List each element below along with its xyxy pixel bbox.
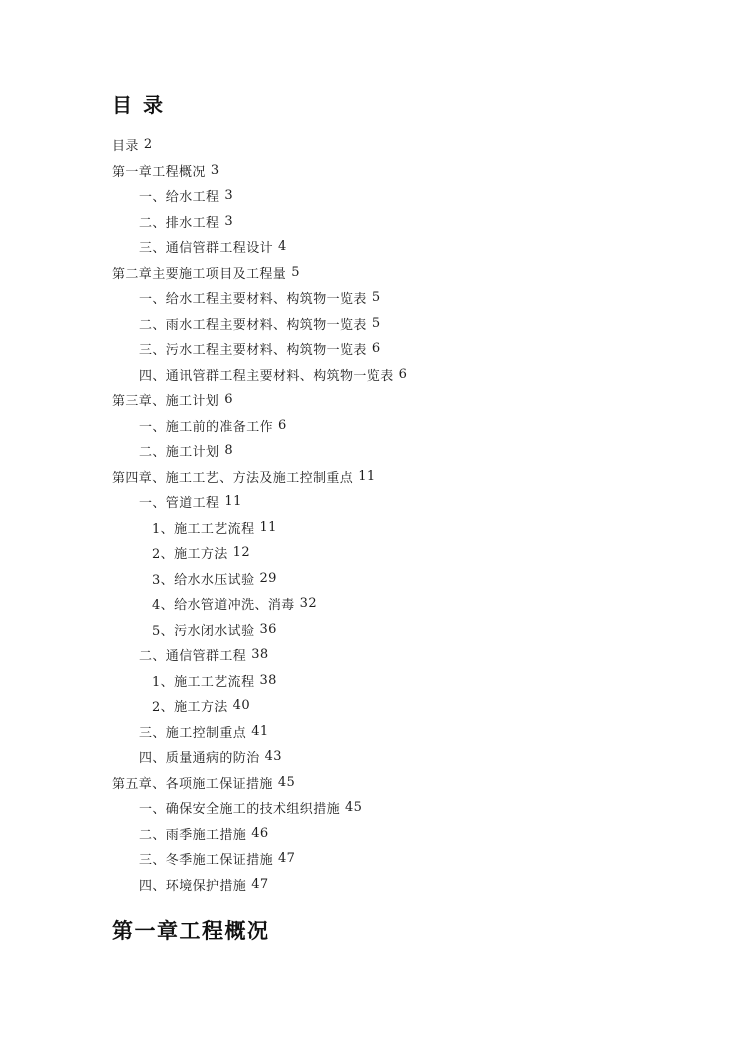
toc-entry-page: 38	[259, 672, 277, 688]
toc-entry-page: 11	[224, 494, 242, 510]
toc-entry	[112, 413, 674, 439]
toc-entry-page: 32	[299, 596, 318, 612]
toc-entry	[112, 770, 674, 796]
toc-entry-page: 41	[251, 723, 269, 739]
toc-entry-page: 45	[277, 774, 296, 790]
toc-entry	[112, 872, 674, 898]
toc-entry-page: 12	[232, 545, 251, 561]
toc-entry-label: 二、通信管群工程	[139, 649, 247, 665]
toc-entry-page: 4	[278, 239, 287, 255]
toc-entry-page: 5	[371, 315, 381, 331]
toc-entry	[112, 642, 674, 668]
toc-entry-page: 2	[143, 137, 153, 153]
toc-entry-label: 二、排水工程	[139, 215, 220, 231]
toc-entry-label: 一、确保安全施工的技术组织措施	[139, 802, 341, 818]
toc-entry-page: 45	[345, 800, 363, 816]
toc-entry-label: 一、给水工程	[139, 190, 220, 206]
toc-entry	[112, 719, 674, 745]
toc-entry-label: 目录	[112, 139, 139, 155]
toc-entry-page: 5	[371, 290, 381, 306]
toc-entry-label: 1、施工工艺流程	[152, 521, 255, 537]
toc-entry	[112, 438, 674, 464]
toc-entry-page: 46	[251, 825, 269, 841]
toc-entry-page: 6	[371, 341, 381, 357]
toc-entry	[112, 234, 674, 260]
toc-entry-label: 第四章、施工工艺、方法及施工控制重点	[112, 470, 354, 486]
toc-entry-page: 38	[251, 647, 269, 663]
toc-entry-page: 3	[210, 162, 220, 178]
toc-entry-label: 二、雨季施工措施	[139, 827, 247, 843]
toc-entry-label: 5、污水闭水试验	[152, 623, 255, 639]
chapter-heading: 第一章工程概况	[112, 918, 270, 943]
toc-entry-label: 三、冬季施工保证措施	[139, 853, 274, 869]
toc-entry-page: 3	[224, 213, 234, 229]
toc-entry	[112, 566, 674, 592]
toc-entry-label: 四、通讯管群工程主要材料、构筑物一览表	[139, 368, 394, 384]
toc-entry-label: 第五章、各项施工保证措施	[112, 776, 273, 792]
toc-entry	[112, 846, 674, 872]
toc-entry-page: 43	[264, 749, 282, 765]
toc-entry	[112, 795, 674, 821]
toc-entry-page: 47	[251, 876, 269, 892]
toc-entry-label: 4、给水管道冲洗、消毒	[152, 598, 295, 614]
toc-entry-label: 一、给水工程主要材料、构筑物一览表	[139, 292, 367, 308]
toc-entry	[112, 617, 674, 643]
toc-entry	[112, 515, 674, 541]
toc-entry-label: 第二章主要施工项目及工程量	[112, 266, 287, 282]
toc-entry	[112, 183, 674, 209]
toc-entry-page: 40	[232, 698, 251, 714]
toc-entry-label: 三、施工控制重点	[139, 725, 247, 741]
toc-title: 目 录	[112, 93, 165, 117]
toc-entry-label: 三、污水工程主要材料、构筑物一览表	[139, 343, 367, 359]
toc-entry	[112, 260, 674, 286]
toc-entry-page: 47	[278, 851, 296, 867]
toc-entry	[112, 336, 674, 362]
toc-entry-label: 二、施工计划	[139, 445, 220, 461]
toc-entry	[112, 209, 674, 235]
toc-entry	[112, 540, 674, 566]
toc-entry-label: 3、给水水压试验	[152, 572, 255, 588]
toc-entry	[112, 821, 674, 847]
toc-entry-label: 一、施工前的准备工作	[139, 419, 274, 435]
toc-entry-page: 29	[259, 570, 277, 586]
toc-entry-label: 第三章、施工计划	[112, 394, 220, 410]
toc-entry-page: 6	[398, 366, 408, 382]
toc-entry-page: 11	[358, 468, 376, 484]
toc-entry-page: 11	[259, 519, 277, 535]
toc-entry-page: 8	[224, 443, 234, 459]
toc-entry-page: 6	[278, 417, 287, 433]
toc-entry	[112, 387, 674, 413]
toc-list	[112, 132, 674, 897]
toc-entry-label: 三、通信管群工程设计	[139, 241, 274, 257]
toc-entry-page: 3	[224, 188, 234, 204]
toc-entry-label: 1、施工工艺流程	[152, 674, 255, 690]
toc-entry-label: 2、施工方法	[152, 700, 228, 716]
toc-entry	[112, 362, 674, 388]
toc-entry-label: 一、管道工程	[139, 496, 220, 512]
toc-entry-label: 四、环境保护措施	[139, 878, 247, 894]
toc-entry-label: 四、质量通病的防治	[139, 751, 260, 767]
toc-entry	[112, 311, 674, 337]
toc-entry	[112, 489, 674, 515]
toc-entry	[112, 591, 674, 617]
toc-entry-page: 5	[291, 264, 300, 280]
toc-entry	[112, 693, 674, 719]
toc-entry-label: 2、施工方法	[152, 547, 228, 563]
toc-entry	[112, 464, 674, 490]
toc-entry-label: 二、雨水工程主要材料、构筑物一览表	[139, 317, 367, 333]
toc-entry-label: 第一章工程概况	[112, 164, 206, 180]
toc-entry-page: 36	[259, 621, 277, 637]
toc-entry	[112, 132, 674, 158]
toc-entry	[112, 744, 674, 770]
toc-entry	[112, 668, 674, 694]
toc-entry	[112, 285, 674, 311]
toc-entry	[112, 158, 674, 184]
toc-entry-page: 6	[224, 392, 233, 408]
